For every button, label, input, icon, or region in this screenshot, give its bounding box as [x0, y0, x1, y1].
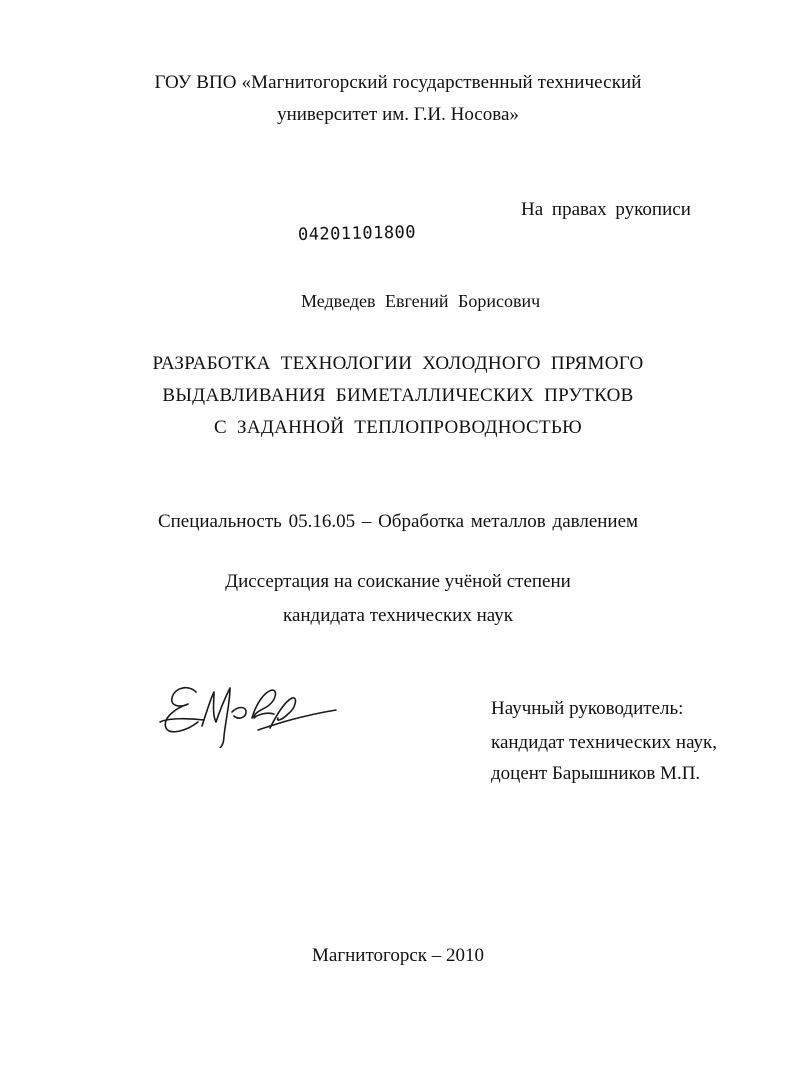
supervisor-degree: кандидат технических наук, [491, 732, 718, 753]
thesis-title-line-1: РАЗРАБОТКА ТЕХНОЛОГИИ ХОЛОДНОГО ПРЯМОГО [152, 353, 644, 374]
document-number-stamp: 04201101800 [297, 222, 417, 245]
supervisor-label: Научный руководитель: [491, 698, 684, 719]
manuscript-rights-note: На правах рукописи [521, 199, 691, 220]
supervisor-name: доцент Барышников М.П. [491, 763, 701, 784]
institution-name-line-1: ГОУ ВПО «Магнитогорский государственный технический [154, 72, 642, 93]
specialty-line: Специальность 05.16.05 – Обработка металлов давлением [157, 511, 639, 532]
degree-statement-line-1: Диссертация на соискание учёной степени [225, 571, 571, 592]
city-and-year: Магнитогорск – 2010 [312, 945, 484, 966]
author-name: Медведев Евгений Борисович [301, 291, 541, 311]
author-signature [158, 678, 338, 748]
institution-name-line-2: университет им. Г.И. Носова» [277, 104, 519, 125]
thesis-title-line-2: ВЫДАВЛИВАНИЯ БИМЕТАЛЛИЧЕСКИХ ПРУТКОВ [162, 385, 634, 406]
degree-statement-line-2: кандидата технических наук [283, 605, 513, 626]
thesis-title-line-3: С ЗАДАННОЙ ТЕПЛОПРОВОДНОСТЬЮ [214, 417, 582, 438]
